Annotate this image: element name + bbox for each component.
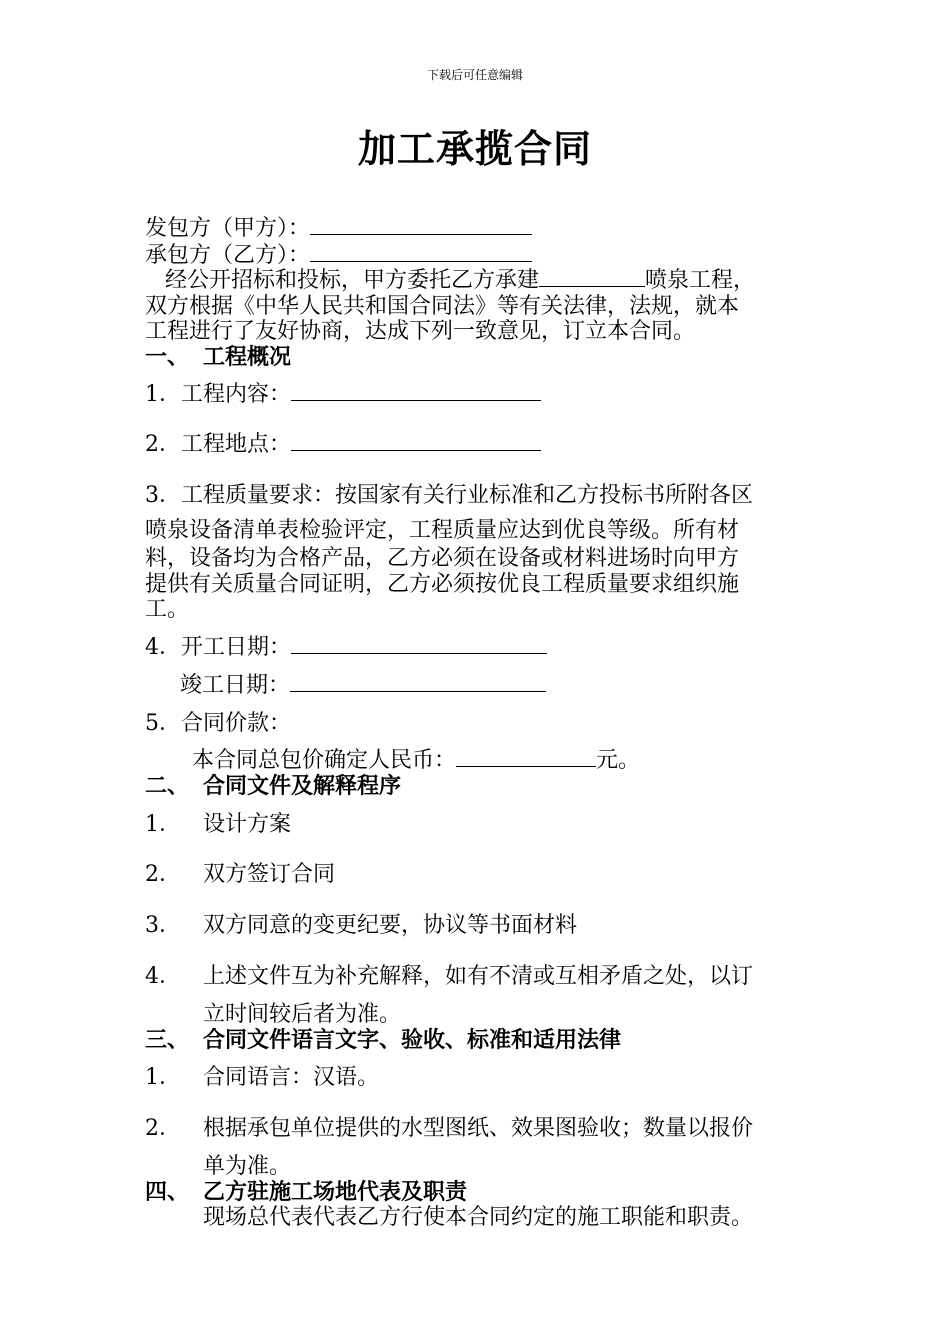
s1-item-3-line-2: 喷泉设备清单表检验评定，工程质量应达到优良等级。所有材 xyxy=(145,518,740,543)
intro-text-b: 喷泉工程， xyxy=(645,268,756,293)
section-4-heading xyxy=(145,1179,467,1205)
party-b-label: 承包方（乙方）： xyxy=(145,243,311,268)
section-1-heading xyxy=(145,344,291,370)
party-a-line xyxy=(145,216,532,242)
section-3-heading xyxy=(145,1027,621,1053)
s1-item-5: 5．合同价款： xyxy=(145,711,291,736)
end-date-label: 竣工日期： xyxy=(180,673,291,698)
s2-item-4-line-2: 立时间较后者为准。 xyxy=(203,1002,402,1027)
header-note: 下载后可任意编辑 xyxy=(426,68,523,82)
s1-item-3-line-4: 提供有关质量合同证明，乙方必须按优良工程质量要求组织施 xyxy=(145,572,740,597)
party-b-line xyxy=(145,243,532,269)
intro-line-3: 工程进行了友好协商，达成下列一致意见，订立本合同。 xyxy=(145,319,696,344)
s2-item-1-text: 设计方案 xyxy=(203,812,292,837)
s2-item-2-text: 双方签订合同 xyxy=(203,862,336,887)
s2-item-2 xyxy=(145,862,335,888)
s1-item-2 xyxy=(145,432,541,458)
s2-item-2-number: 2． xyxy=(145,862,181,887)
s3-item-2 xyxy=(145,1116,753,1142)
price-label: 本合同总包价确定人民币： xyxy=(192,748,457,773)
s2-item-3 xyxy=(145,913,577,939)
party-a-label: 发包方（甲方）： xyxy=(145,216,311,241)
document-title: 加工承揽合同 xyxy=(357,126,592,171)
s1-item-4b xyxy=(180,673,546,699)
s2-item-4-number: 4． xyxy=(145,964,181,989)
s2-item-4 xyxy=(145,964,753,990)
section-2-title: 合同文件及解释程序 xyxy=(203,773,402,799)
s3-item-2-line-2: 单为准。 xyxy=(203,1154,292,1179)
s1-item-1-label: 1．工程内容： xyxy=(145,382,291,407)
section-2-number: 二、 xyxy=(145,773,190,799)
s1-item-2-blank xyxy=(291,432,541,451)
start-date-blank xyxy=(291,635,547,654)
start-date-label: 4．开工日期： xyxy=(145,635,291,660)
price-line xyxy=(192,748,640,774)
s3-item-1-number: 1． xyxy=(145,1065,181,1090)
project-name-blank xyxy=(539,268,645,287)
s1-item-3-line-5: 工。 xyxy=(145,597,190,622)
s3-item-1-text: 合同语言：汉语。 xyxy=(203,1065,380,1090)
s2-item-4-text: 上述文件互为补充解释，如有不清或互相矛盾之处，以订 xyxy=(203,964,754,989)
section-4-title: 乙方驻施工场地代表及职责 xyxy=(203,1179,468,1205)
s1-item-1 xyxy=(145,382,541,408)
section-3-title: 合同文件语言文字、验收、标准和适用法律 xyxy=(203,1027,622,1053)
s3-item-2-text: 根据承包单位提供的水型图纸、效果图验收；数量以报价 xyxy=(203,1116,754,1141)
section-1-number: 一、 xyxy=(145,344,190,370)
price-blank xyxy=(456,748,596,767)
section-3-number: 三、 xyxy=(145,1027,190,1053)
section-2-heading xyxy=(145,773,401,799)
section-4-number: 四、 xyxy=(145,1179,190,1205)
s1-item-3-line-3: 料，设备均为合格产品，乙方必须在设备或材料进场时向甲方 xyxy=(145,546,740,571)
party-a-blank xyxy=(310,216,532,235)
s1-item-4 xyxy=(145,635,547,661)
intro-line-2: 双方根据《中华人民共和国合同法》等有关法律，法规，就本 xyxy=(145,294,740,319)
intro-text-a: 经公开招标和投标，甲方委托乙方承建 xyxy=(165,268,540,293)
s1-item-2-label: 2．工程地点： xyxy=(145,432,291,457)
s2-item-3-number: 3． xyxy=(145,913,181,938)
s1-item-1-blank xyxy=(291,382,541,401)
s2-item-1 xyxy=(145,812,291,838)
s3-item-2-number: 2． xyxy=(145,1116,181,1141)
party-b-blank xyxy=(310,243,532,262)
price-unit: 元。 xyxy=(596,748,641,773)
s4-line-1: 现场总代表代表乙方行使本合同约定的施工职能和职责。 xyxy=(203,1205,754,1230)
s3-item-1 xyxy=(145,1065,379,1091)
s2-item-3-text: 双方同意的变更纪要，协议等书面材料 xyxy=(203,913,578,938)
end-date-blank xyxy=(290,673,546,692)
s1-item-3-line-1: 3．工程质量要求：按国家有关行业标准和乙方投标书所附各区 xyxy=(145,483,753,508)
s2-item-1-number: 1． xyxy=(145,812,181,837)
section-1-title: 工程概况 xyxy=(203,344,292,370)
intro-line-1 xyxy=(165,268,755,294)
